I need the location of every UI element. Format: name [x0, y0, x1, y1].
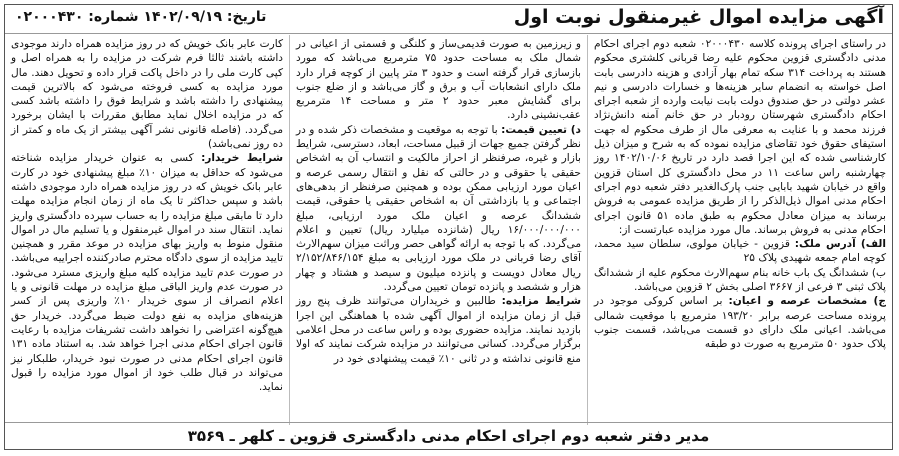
terms-paragraph [296, 294, 581, 365]
price-paragraph [296, 123, 581, 295]
date-value: ۱۴۰۲/۰۹/۱۹ [143, 9, 223, 25]
notice-footer: مدیر دفتر شعبه دوم اجرای احکام مدنی دادگستری قزوین ـ کلهر ـ ۳۵۶۹ [5, 422, 892, 449]
buyer-conditions-label: شرایط خریدار: [201, 152, 283, 165]
number-label: شماره: [88, 9, 139, 25]
buyer-conditions-paragraph [11, 151, 283, 394]
address-paragraph [594, 237, 886, 266]
address-label: الف) آدرس ملک: [794, 238, 886, 251]
column-left [5, 35, 289, 425]
address-text: قزوین - خیابان مولوی، سلطان سید محمد، کوچه امام جمعه شهیدی پلاک ۲۵ [594, 238, 886, 265]
terms-label: شرایط مزایده: [501, 295, 581, 308]
date-number-line [15, 9, 266, 25]
price-label: د) تعیین قیمت: [501, 123, 581, 136]
notice-frame [4, 4, 893, 450]
price-text: با توجه به موقعیت و مشخصات ذکر شده و در نظر گرفتن جمیع جهات از قبیل مساحت، ابعاد، دسترسی، شرایط بازار و غیره، صرفنظر از احراز مالکیت و انتساب آن به اشخاص حقیقی یا حقوقی و در حالتی که نقل و انتقال رسمی عرصه و اعیان مورد ارزیابی ممکن بوده و همچنین صرفنظر از بدهی‌های اجتماعی و یا بازداشتی آن به اشخاص حقیقی یا حقوقی، قیمت ششدانگ عرصه و اعیان ملک مورد ارزیابی، مبلغ ۱۶/۰۰۰/۰۰۰/۰۰۰ ریال (شانزده میلیارد ریال) تعیین و اعلام می‌گردد. که با توجه به ارائه گواهی حصر وراثت میزان سهم‌الارث آقای رضا قربانی در ملک مورد ارزیابی به مبلغ ۲/۱۵۲/۸۴۶/۱۵۴ ریال معادل دویست و پانزده میلیون و سیصد و هشتاد و چهار هزار و ششصد و پانزده تومان تعیین می‌گردد. [296, 123, 581, 294]
date-label: تاریخ: [226, 9, 267, 25]
column-right [587, 35, 892, 425]
notice-body [5, 35, 892, 425]
notice-title: آگهی مزایده اموال غیرمنقول نوبت اول [513, 6, 884, 28]
intro-paragraph: در راستای اجرای پرونده کلاسه ۰۲۰۰۰۴۳۰ شعبه دوم اجرای احکام مدنی دادگستری قزوین محکوم علیه رضا قربانی کلشتری محکوم هستند به پرداخت ۳۱۴ سکه تمام بهار آزادی و هزینه دادرسی بابت اصل خواسته به انضمام سایر هزینه‌ها و خسارات دادرسی و نیم عشر دولتی در حق صندوق دولت بابت نیابت وارده از شعبه اجرای احکام دادگستری شهرستان رودبار در حق خانم آمنه دانش‌نژاد فرزند محمد و با عنایت به معرفی مال از طرف محکوم له جهت استیفای حقوق خود تقاضای مزایده نموده که به شرح و میزان ذیل کارشناسی شده که این اجرا قصد دارد در تاریخ ۱۴۰۲/۱۰/۰۶ روز چهارشنبه راس ساعت ۱۱ در محل دادگستری کل استان قزوین واقع در خیابان شهید بابایی جنب پارک‌الغدیر دفتر شعبه دوم اجرای احکام مدنی اموال ذیل‌الذکر را از طریق مزایده عمومی به فروش برساند به میزان معادل محکوم به طبق ماده ۵۱ قانون اجرای احکام مدنی به فروش برساند. مال مورد مزایده عبارتست از: [594, 38, 886, 236]
column-middle [289, 35, 587, 425]
building-paragraph: و زیرزمین به صورت قدیمی‌ساز و کلنگی و قسمتی از اعیانی در شمال ملک به مساحت حدود ۷۵ مترمربع می‌باشد که مورد بازسازی قرار گرفته است و حدود ۳ متر پایین از کوچه قرار دارد ملک دارای انشعابات آب و برق و گاز می‌باشد و از ضلع جنوب برای گشایش معبر حدود ۲ متر و مساحت ۱۴ مترمربع عقب‌نشینی دارد. [296, 38, 581, 122]
terms-text: طالبین و خریداران می‌توانند ظرف پنج روز قبل از زمان مزایده از اموال آگهی شده با هماهنگی این اجرا بازدید نمایند. مزایده حضوری بوده و راس ساعت در محل اعلامی برگزار می‌گردد. کسانی می‌توانند در مزایده شرکت نمایند که اولا منع قانونی نداشته و در ثانی ۱۰٪ قیمت پیشنهادی خود در [296, 295, 581, 365]
specs-label: ج) مشخصات عرصه و اعیان: [728, 295, 886, 308]
specs-text: بر اساس کروکی موجود در پرونده مساحت عرصه برابر ۱۹۳/۲۰ مترمربع با موقعیت شمالی می‌باشد. اعیانی ملک دارای دو قسمت می‌باشد، قسمت جنوب پلاک حدود ۵۰ مترمربع به صورت دو طبقه [594, 295, 886, 351]
notice-header [5, 5, 892, 34]
card-paragraph: کارت عابر بانک خویش که در روز مزایده همراه دارند موجودی داشته باشند ثالثا فرم شرکت در مزایده را به همراه اصل و کپی کارت ملی را در داخل پاکت قرار داده و تحویل دهند. مال مورد مزایده به کسی فروخته می‌شود که بالاترین قیمت پیشنهادی را داشته باشد و شرایط فوق را داشته باشد کسی که در مزایده اخلال نماید مطابق مقررات با ایشان برخورد می‌گردد. (فاصله قانونی نشر آگهی بیشتر از یک ماه و کمتر از ده روز نمی‌باشد) [11, 38, 283, 151]
buyer-conditions-text: کسی به عنوان خریدار مزایده شناخته می‌شود که حداقل به میزان ۱۰٪ مبلغ پیشنهادی خود در کارت عابر بانک خویش که در روز مزایده همراه دارد موجودی داشته باشد و سپس حداکثر تا یک ماه از زمان انجام مزایده مهلت دارد تا مابقی مبلغ مزایده را به حساب سپرده دادگستری واریز نماید. انتقال سند در اموال غیرمنقول و یا تسلیم مال در اموال منقول منوط به واریز بهای مزایده در موعد مقرر و همچنین تایید مزایده از سوی دادگاه محترم صادرکننده اجراییه می‌باشد. در صورت عدم تایید مزایده کلیه مبلغ واریزی مسترد می‌شود. در صورت عدم واریز الباقی مبلغ مزایده در مهلت قانونی و یا اعلام انصراف از سوی خریدار ۱۰٪ واریزی پس از کسر هزینه‌های مزایده به نفع دولت ضبط می‌گردد. خریدار حق هیچ‌گونه اعتراضی را نخواهد داشت تشریفات مزایده با رعایت قانون اجرای احکام مدنی اجرا خواهد شد. به استناد ماده ۱۳۱ قانون اجرای احکام مدنی در صورت نبود خریدار، طلبکار نیز می‌تواند در قبال طلب خود از اموال مورد مزایده را قبول نماید. [11, 152, 283, 394]
specs-paragraph [594, 294, 886, 351]
number-value: ۰۲۰۰۰۴۳۰ [15, 9, 84, 25]
property-paragraph: ب) ششدانگ یک باب خانه بنام سهم‌الارث محکوم علیه از ششدانگ پلاک ثبتی ۳ فرعی از ۳۶۶۷ اصلی بخش ۲ قزوین می‌باشد. [594, 266, 886, 294]
